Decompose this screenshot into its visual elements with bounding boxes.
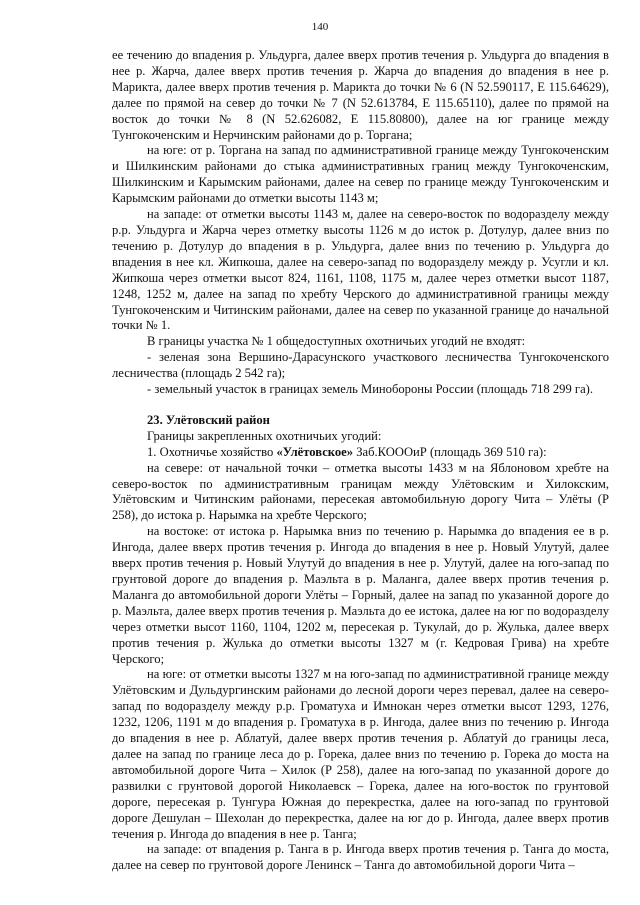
farm-title: [112, 445, 609, 461]
subheading: Границы закрепленных охотничьих угодий:: [147, 428, 382, 443]
page-number: 140: [311, 21, 329, 33]
paragraph: на юге: от р. Торгана на запад по административной границе между Тунгокоченским и Шилкинским районами до стыка административных границ между Тунгокоченским, Шилкинским и Карымским районами, далее на север по границе между Тунгокоченским и Карымским районами до отметки высоты 1143 м;: [112, 143, 609, 206]
document-body: [112, 48, 609, 874]
paragraph: ее течению до впадения р. Ульдурга, далее вверх против течения р. Ульдурга до впадения в нее р. Жарча, далее вверх против течения р. Жарча до впадения до впадения в нее р. Марикта, далее вверх против течения р. Марикта до точки № 6 (N 52.590117, Е 115.64629), далее по прямой на север до точки № 7 (N 52.613784, Е 115.65110), далее по прямой на восток до точки № 8 (N 52.626082, Е 115.80800), далее на юг границе между Тунгокоченским и Нерчинским районами до р. Торгана;: [112, 48, 609, 142]
list-item: - земельный участок в границах земель Минобороны России (площадь 718 299 га).: [147, 382, 594, 397]
paragraph: на западе: от впадения р. Танга в р. Ингода вверх против течения р. Танга до моста, далее на север по грунтовой дороге Ленинск – Танга до автомобильной дороги Чита –: [112, 842, 609, 873]
paragraph: на западе: от отметки высоты 1143 м, далее на северо-восток по водоразделу между р.р. Ульдурга и Жарча через отметку высоты 1126 м до исток р. Дотулур, далее вниз по течению р. Дотулур до впадения в р. Ульдурга, далее вниз по течению р. Ульдурга до впадения в нее кл. Жипкоша, далее на северо-запад по водоразделу между р. Усугли и кл. Жипкоша через отметки высот 824, 1161, 1108, 1175 м, далее через отметки высот 1187, 1248, 1252 м, далее на запад по хребту Черского до административной границы между Тунгокоченским и Читинским районами, далее на север по указанной границе до начальной точки № 1.: [112, 207, 609, 333]
paragraph: на востоке: от истока р. Нарымка вниз по течению р. Нарымка до впадения ее в р. Ингода, далее вверх против течения р. Ингода до впадения в нее р. Новый Улутуй, далее вверх против течения р. Новый Улутуй до впадения в нее р. Улутуй, далее на юго-запад по грунтовой дороге до впадения р. Маэльта в р. Маланга, далее вверх против течения р. Маланга до автомобильной дороги Улёты – Горный, далее на запад по указанной дороге до р. Маэльта, далее вверх против течения р. Маэльта до ее истока, далее на юг по водоразделу через отметки высот 1160, 1104, 1202 м, пересекая р. Тукулай, до р. Жулька, далее вверх против течения р. Жулька до отметки высоты 1327 м (г. Кедровая Грива) на хребте Черского;: [112, 524, 609, 666]
farm-prefix: 1. Охотничье хозяйство: [147, 444, 277, 459]
spacer: [112, 398, 609, 413]
farm-name: «Улётовское»: [276, 444, 354, 459]
paragraph: на севере: от начальной точки – отметка высоты 1433 м на Яблоновом хребте на северо-восток по административным границам между Улётовским и Хилокским, Улётовским и Читинским районами, пересекая автомобильную дорогу Чита – Улёты (Р 258), до истока р. Нарымка на хребте Черского;: [112, 460, 609, 523]
section-heading: 23. Улётовский район: [147, 412, 270, 427]
farm-suffix: Заб.КОООиР (площадь 369 510 га):: [353, 444, 547, 459]
paragraph: на юге: от отметки высоты 1327 м на юго-запад по административной границе между Улётовским и Дульдургинским районами до лесной дороги через перевал, далее на северо-запад по водоразделу между р.р. Громатуха и Имнокан через отметки высот 1293, 1276, 1232, 1206, 1191 м до впадения р. Громатуха в р. Ингода, далее вниз по течению р. Ингода до впадения в нее р. Аблатуй, далее вверх против течения р. Аблатуй до границы леса, далее на запад по границе леса до р. Горека, далее вниз по течению р. Горека до моста на автомобильной дороге Чита – Хилок (Р 258), далее на юго-запад по указанной дороге до развилки с грунтовой дорогой Николаевск – Горека, далее на юго-восток по грунтовой дороге, пересекая р. Тунгура Южная до перекрестка, далее на юго-запад по грунтовой дороге Дешулан – Шехолан до перекрестка, далее на юг до р. Ингода, далее вверх против течения р. Ингода до впадения в нее р. Танга;: [112, 667, 609, 841]
list-item: - зеленая зона Вершино-Дарасунского участкового лесничества Тунгокоченского лесничества (площадь 2 542 га);: [112, 350, 609, 381]
paragraph: В границы участка № 1 общедоступных охотничьих угодий не входят:: [147, 334, 526, 349]
